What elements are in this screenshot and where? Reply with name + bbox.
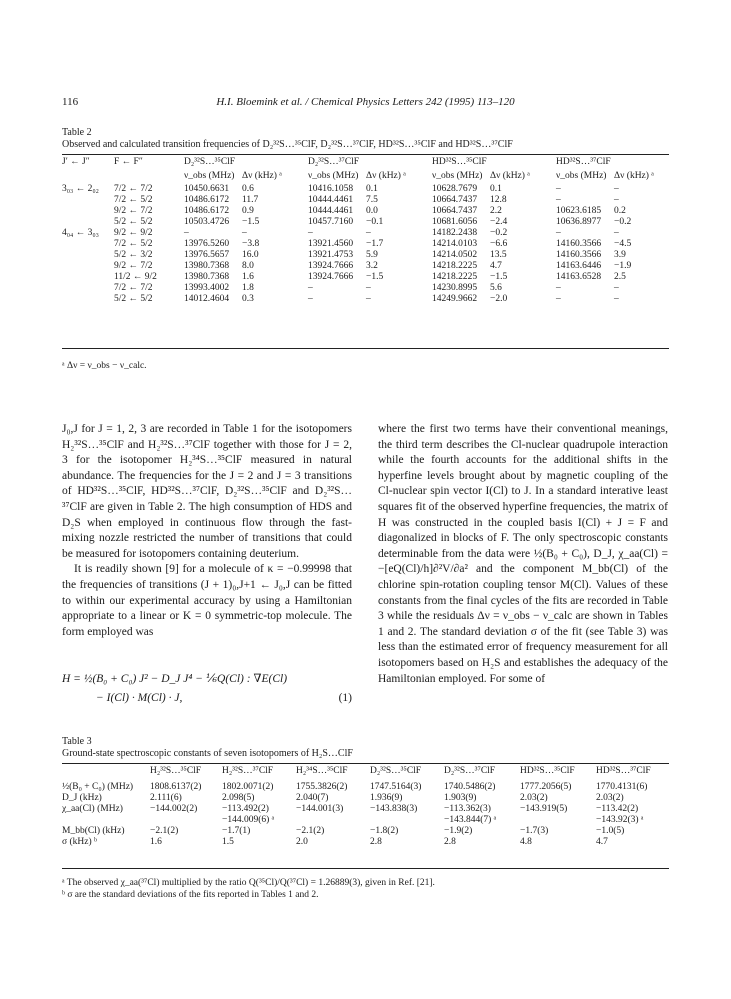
table2-cell: 7/2 ← 7/2 — [114, 184, 153, 194]
table2-cell: 11/2 ← 9/2 — [114, 272, 157, 282]
table2-cell: 10636.8977 — [556, 217, 602, 227]
table3-row — [62, 793, 669, 804]
table2-cell: 3.2 — [366, 261, 378, 271]
table2-cell: 9/2 ← 7/2 — [114, 261, 153, 271]
table2-cell: 12.8 — [490, 195, 507, 205]
table2-cell: −4.5 — [614, 239, 632, 249]
table3-bottom-rule — [62, 868, 669, 869]
table3-cell: 2.098(5) — [222, 793, 255, 803]
table2-cell: 7.5 — [366, 195, 378, 205]
table2-cell: – — [614, 184, 619, 194]
table3-cell — [150, 815, 222, 826]
table2-cell: −3.8 — [242, 239, 260, 249]
table3-row-label — [62, 815, 150, 826]
running-title: H.I. Bloemink et al. / Chemical Physics Letters 242 (1995) 113–120 — [216, 96, 515, 108]
table2-cell: 13976.5657 — [184, 250, 230, 260]
table2-sub-obs: ν_obs (MHz) — [556, 171, 607, 181]
page-header — [62, 96, 669, 112]
table2-cell: – — [366, 228, 371, 238]
table3-cell: 1747.5164(3) — [370, 782, 422, 792]
table2-cell: 10416.1058 — [308, 184, 354, 194]
table3-cell: 1777.2056(5) — [520, 782, 572, 792]
table2-cell: 10628.7679 — [432, 184, 478, 194]
table3-footnote-b: ᵇ σ are the standard deviations of the fits reported in Tables 1 and 2. — [62, 890, 319, 900]
table2-cell: 10486.6172 — [184, 206, 230, 216]
table3-cell: 1.903(9) — [444, 793, 477, 803]
table2-subheader-row — [62, 168, 669, 184]
table3-cell: −143.838(3) — [370, 804, 418, 814]
table2-species: D₂³²S…³⁵ClF — [184, 157, 236, 167]
table3-cell: 2.8 — [444, 837, 456, 847]
table3-caption: Ground-state spectroscopic constants of seven isotopomers of H₂S…ClF — [62, 748, 353, 759]
table2-species: D₂³²S…³⁷ClF — [308, 157, 360, 167]
table3-cell: 2.03(2) — [520, 793, 548, 803]
table3-cell: −1.8(2) — [370, 826, 399, 836]
table3-cell: 1808.6137(2) — [150, 782, 202, 792]
table2-cell: – — [614, 283, 619, 293]
table3-header-row — [62, 766, 669, 782]
table3-cell: 1.5 — [222, 837, 234, 847]
table2-row — [62, 239, 669, 250]
table2-cell: – — [366, 283, 371, 293]
table3-cell: −144.001(3) — [296, 804, 344, 814]
table3-cell: −113.362(3) — [444, 804, 491, 814]
table2-cell: 10664.7437 — [432, 195, 478, 205]
table2-cell: 1.8 — [242, 283, 254, 293]
table2-cell: 10623.6185 — [556, 206, 602, 216]
table2-cell: 5.6 — [490, 283, 502, 293]
table2-cell: 13980.7368 — [184, 272, 230, 282]
table2-cell: 14214.0103 — [432, 239, 478, 249]
table3-cell: −2.1(2) — [150, 826, 179, 836]
table2-sub-obs: ν_obs (MHz) — [308, 171, 359, 181]
table2-cell: – — [556, 294, 561, 304]
table2-header-row — [62, 157, 669, 168]
table2-col-f: F ← F″ — [114, 157, 143, 167]
table3-row — [62, 782, 669, 793]
table3-col-header: HD³²S…³⁷ClF — [596, 766, 651, 776]
table2-cell: 0.2 — [614, 206, 626, 216]
table3-cell: −2.1(2) — [296, 826, 325, 836]
table2-cell: – — [614, 195, 619, 205]
table2-row — [62, 250, 669, 261]
table2-cell: 9/2 ← 7/2 — [114, 206, 153, 216]
table2-cell: – — [556, 184, 561, 194]
table3-cell: −113.492(2) — [222, 804, 269, 814]
table2-cell: 13976.5260 — [184, 239, 230, 249]
table3-cell: 2.040(7) — [296, 793, 329, 803]
table2-cell: 3₀₃ ← 2₀₂ — [62, 184, 99, 194]
table2-cell: −0.1 — [366, 217, 384, 227]
table2-cell: −2.4 — [490, 217, 508, 227]
table3-cell: −1.0(5) — [596, 826, 625, 836]
equation-1 — [62, 670, 352, 708]
table2-cell: 7/2 ← 7/2 — [114, 283, 153, 293]
table2-cell: 14182.2438 — [432, 228, 478, 238]
table3-col-header: H₂³⁴S…³⁵ClF — [296, 766, 348, 776]
table2-cell: 7/2 ← 5/2 — [114, 239, 153, 249]
table3-col-header: D₂³²S…³⁵ClF — [370, 766, 422, 776]
table2-cell: – — [556, 228, 561, 238]
table3-cell: −144.002(2) — [150, 804, 198, 814]
table2-cell: 0.6 — [242, 184, 254, 194]
table2-row — [62, 294, 669, 305]
table2-cell — [62, 294, 114, 305]
table2-cell: 7/2 ← 5/2 — [114, 195, 153, 205]
table3-row — [62, 826, 669, 837]
table2-cell: 0.1 — [366, 184, 378, 194]
table2-cell: – — [242, 228, 247, 238]
table2-cell: – — [556, 195, 561, 205]
table2-cell — [62, 195, 114, 206]
table2-cell: 10681.6056 — [432, 217, 478, 227]
equation-number: (1) — [338, 692, 352, 704]
table3-cell: 2.0 — [296, 837, 308, 847]
table2-label: Table 2 — [62, 127, 92, 138]
table2-cell — [62, 217, 114, 228]
table2-cell: 10503.4726 — [184, 217, 230, 227]
left-paragraph-1: J₀,J for J = 1, 2, 3 are recorded in Table 1 for the isotopomers H₂³²S…³⁵ClF and H₂³²S…³⁷ClF together with those for J = 2, 3 for the isotopomer H₂³⁴S…³⁵ClF measured in natural abundance. The frequencies for the J = 2 and J = 3 transitions of HD³²S…³⁵ClF, HD³²S…³⁷ClF, D₂³²S…³⁵ClF and D₂³²S…³⁷ClF are given in Table 2. The high consumption of HDS and D₂S when employed in continuous flow through the fast-mixing nozzle restricted the number of transitions that could be measured for isotopomers containing deuterium. — [62, 423, 352, 560]
table2-species: HD³²S…³⁵ClF — [432, 157, 487, 167]
table2-cell: – — [366, 294, 371, 304]
table3-cell — [520, 815, 596, 826]
table2-cell — [62, 272, 114, 283]
table2-sub-dv: Δν (kHz) ᵃ — [242, 171, 282, 181]
table3-cell: 1802.0071(2) — [222, 782, 274, 792]
table2-cell: −0.2 — [490, 228, 508, 238]
table2-cell: 14218.2225 — [432, 272, 478, 282]
table2-cell: 13.5 — [490, 250, 507, 260]
table3-cell: 1.6 — [150, 837, 162, 847]
table2-row — [62, 217, 669, 228]
table2-cell: 13924.7666 — [308, 272, 354, 282]
table3-row — [62, 804, 669, 815]
table3-row-label: D_J (kHz) — [62, 793, 102, 803]
table2-cell: – — [184, 228, 189, 238]
equation-line-1: H = ½(B₀ + C₀) J² − D_J J⁴ − ⅙Q(Cl) : ∇E(Cl) — [62, 673, 288, 685]
table2-cell — [62, 283, 114, 294]
table2-cell: 14163.6528 — [556, 272, 602, 282]
table2-cell: – — [614, 294, 619, 304]
table3-row — [62, 815, 669, 826]
table2-cell: – — [308, 294, 313, 304]
table2-cell: – — [556, 283, 561, 293]
table3-row-label: χ_aa(Cl) (MHz) — [62, 804, 123, 814]
table2-species: HD³²S…³⁷ClF — [556, 157, 611, 167]
table3-row-label: M_bb(Cl) (kHz) — [62, 826, 125, 836]
table2-row — [62, 195, 669, 206]
table2-cell — [62, 206, 114, 217]
right-column — [378, 422, 668, 687]
table3-col-header: HD³²S…³⁵ClF — [520, 766, 575, 776]
table2-cell: 5/2 ← 5/2 — [114, 294, 153, 304]
table3-col-header: D₂³²S…³⁷ClF — [444, 766, 496, 776]
table2-cell: – — [614, 228, 619, 238]
table2-cell: −1.9 — [614, 261, 632, 271]
table2-cell: 10457.7160 — [308, 217, 354, 227]
table3-cell: −1.7(3) — [520, 826, 549, 836]
table2-sub-dv: Δν (kHz) ᵃ — [614, 171, 654, 181]
table2-cell: 3.9 — [614, 250, 626, 260]
table2 — [62, 157, 669, 305]
table3-cell: 1755.3826(2) — [296, 782, 348, 792]
table3-cell: 1740.5486(2) — [444, 782, 496, 792]
table3 — [62, 766, 669, 848]
table2-cell — [62, 261, 114, 272]
table2-cell: 11.7 — [242, 195, 259, 205]
table2-cell: −0.2 — [614, 217, 632, 227]
table2-cell: 13921.4560 — [308, 239, 354, 249]
table2-caption: Observed and calculated transition frequencies of D₂³²S…³⁵ClF, D₂³²S…³⁷ClF, HD³²S…³⁵ClF and HD³²S…³⁷ClF — [62, 139, 513, 150]
table2-cell: −1.5 — [490, 272, 508, 282]
table2-cell: – — [308, 283, 313, 293]
table2-row — [62, 228, 669, 239]
table3-cell: −113.42(2) — [596, 804, 639, 814]
table2-cell: 0.9 — [242, 206, 254, 216]
table2-cell: 14160.3566 — [556, 250, 602, 260]
table2-cell: – — [308, 228, 313, 238]
table2-row — [62, 283, 669, 294]
table2-row — [62, 261, 669, 272]
table2-row — [62, 184, 669, 195]
table2-cell: −2.0 — [490, 294, 508, 304]
table2-cell: 14218.2225 — [432, 261, 478, 271]
table3-cell: 2.8 — [370, 837, 382, 847]
table2-sub-obs: ν_obs (MHz) — [432, 171, 483, 181]
table2-cell — [62, 239, 114, 250]
table2-cell: 2.5 — [614, 272, 626, 282]
table3-cell: −143.844(7) ᵃ — [444, 815, 497, 825]
table2-cell: 0.1 — [490, 184, 502, 194]
table2-cell: 14163.6446 — [556, 261, 602, 271]
table2-cell: 13921.4753 — [308, 250, 354, 260]
table2-cell: 13924.7666 — [308, 261, 354, 271]
table2-cell: −1.7 — [366, 239, 384, 249]
table2-cell: 4₀₄ ← 3₀₃ — [62, 228, 99, 238]
table2-cell: 5/2 ← 3/2 — [114, 250, 153, 260]
table3-cell: 4.7 — [596, 837, 608, 847]
table2-cell: 13993.4002 — [184, 283, 230, 293]
table3-cell: −1.7(1) — [222, 826, 251, 836]
table2-cell: 5/2 ← 5/2 — [114, 217, 153, 227]
table2-cell: 14160.3566 — [556, 239, 602, 249]
table2-cell: −1.5 — [366, 272, 384, 282]
table2-cell: −1.5 — [242, 217, 260, 227]
table3-cell: −144.009(6) ᵃ — [222, 815, 275, 825]
table2-cell: 10450.6631 — [184, 184, 230, 194]
table3-cell: −1.9(2) — [444, 826, 473, 836]
table3-label: Table 3 — [62, 736, 92, 747]
table2-sub-dv: Δν (kHz) ᵃ — [490, 171, 530, 181]
table2-cell: 10444.4461 — [308, 206, 354, 216]
table3-cell: 2.111(6) — [150, 793, 182, 803]
table3-row — [62, 837, 669, 848]
table2-cell: 14230.8995 — [432, 283, 478, 293]
table3-cell — [296, 815, 370, 826]
table2-col-j: J′ ← J″ — [62, 157, 90, 167]
table2-cell: 1.6 — [242, 272, 254, 282]
right-paragraph-1: where the first two terms have their conventional meanings, the third term describes the Cl-nuclear quadrupole interaction while the fourth accounts for the additional shifts in the hyperfine levels brought about by magnetic coupling of the Cl-nuclear spin vector I(Cl) to J. In a standard interative least squares fit of the observed hyperfine frequencies, the matrix of H was constructed in the coupled basis I(Cl) + J = F and diagonalized in blocks of F. The only spectroscopic constants determinable from the data were ½(B₀ + C₀), D_J, χ_aa(Cl) = −[eQ(Cl)/h]∂²V/∂a² and the component M_bb(Cl) of the chlorine spin-rotation coupling tensor M(Cl). Values of these constants from the final cycles of the fits are recorded in Table 3 while the residuals Δν = ν_obs − ν_calc are shown in Tables 1 and 2. The standard deviation σ of the fit (see Table 3) was less than the estimated error of frequency measurement for all isotopomers based on H₂S and establishes the adequacy of the Hamiltonian employed. For some of — [378, 423, 668, 685]
table2-cell: 13980.7368 — [184, 261, 230, 271]
table2-cell: −6.6 — [490, 239, 508, 249]
table3-cell: 1.936(9) — [370, 793, 403, 803]
left-paragraph-2: It is readily shown [9] for a molecule of κ = −0.99998 that the frequencies of transitions (J + 1)₀,J+1 ← J₀,J can be fitted to within our experimental accuracy by using a Hamiltonian appropriate to a linear or K = 0 symmetric-top molecule. The form employed was — [62, 563, 352, 638]
table2-cell: 14249.9662 — [432, 294, 478, 304]
table3-cell: −143.92(3) ᵃ — [596, 815, 644, 825]
table3-cell: −143.919(5) — [520, 804, 568, 814]
table2-cell: 16.0 — [242, 250, 259, 260]
table2-cell — [62, 250, 114, 261]
table3-cell: 2.03(2) — [596, 793, 624, 803]
table2-cell: 14214.0502 — [432, 250, 478, 260]
table2-row — [62, 206, 669, 217]
table2-cell: 2.2 — [490, 206, 502, 216]
table3-col-header: H₂³²S…³⁷ClF — [222, 766, 274, 776]
table2-cell: 4.7 — [490, 261, 502, 271]
table3-footnote-a: ᵃ The observed χ_aa(³⁷Cl) multiplied by the ratio Q(³⁵Cl)/Q(³⁷Cl) = 1.26889(3), given in Ref. [21]. — [62, 878, 435, 888]
table2-cell: 9/2 ← 9/2 — [114, 228, 153, 238]
table2-cell: 14012.4604 — [184, 294, 230, 304]
table2-cell: 0.0 — [366, 206, 378, 216]
table2-cell: 8.0 — [242, 261, 254, 271]
table3-cell: 1770.4131(6) — [596, 782, 648, 792]
table2-footnote: ᵃ Δν = ν_obs − ν_calc. — [62, 361, 147, 371]
table2-cell: 0.3 — [242, 294, 254, 304]
table3-col-header: H₂³²S…³⁵ClF — [150, 766, 202, 776]
table2-top-rule — [62, 154, 669, 155]
table2-cell: 5.9 — [366, 250, 378, 260]
equation-line-2: − I(Cl) · M(Cl) · J, — [96, 692, 183, 704]
table3-row-label: σ (kHz) ᵇ — [62, 837, 97, 847]
table2-row — [62, 272, 669, 283]
table2-cell: 10486.6172 — [184, 195, 230, 205]
table3-cell: 4.8 — [520, 837, 532, 847]
table2-sub-obs: ν_obs (MHz) — [184, 171, 235, 181]
table2-bottom-rule — [62, 348, 669, 349]
left-column — [62, 422, 352, 640]
table2-sub-dv: Δν (kHz) ᵃ — [366, 171, 406, 181]
table3-top-rule — [62, 763, 669, 764]
page-number: 116 — [62, 96, 79, 108]
table3-row-label: ½(B₀ + C₀) (MHz) — [62, 782, 134, 792]
table2-cell: 10444.4461 — [308, 195, 354, 205]
table3-cell — [370, 815, 444, 826]
table2-cell: 10664.7437 — [432, 206, 478, 216]
